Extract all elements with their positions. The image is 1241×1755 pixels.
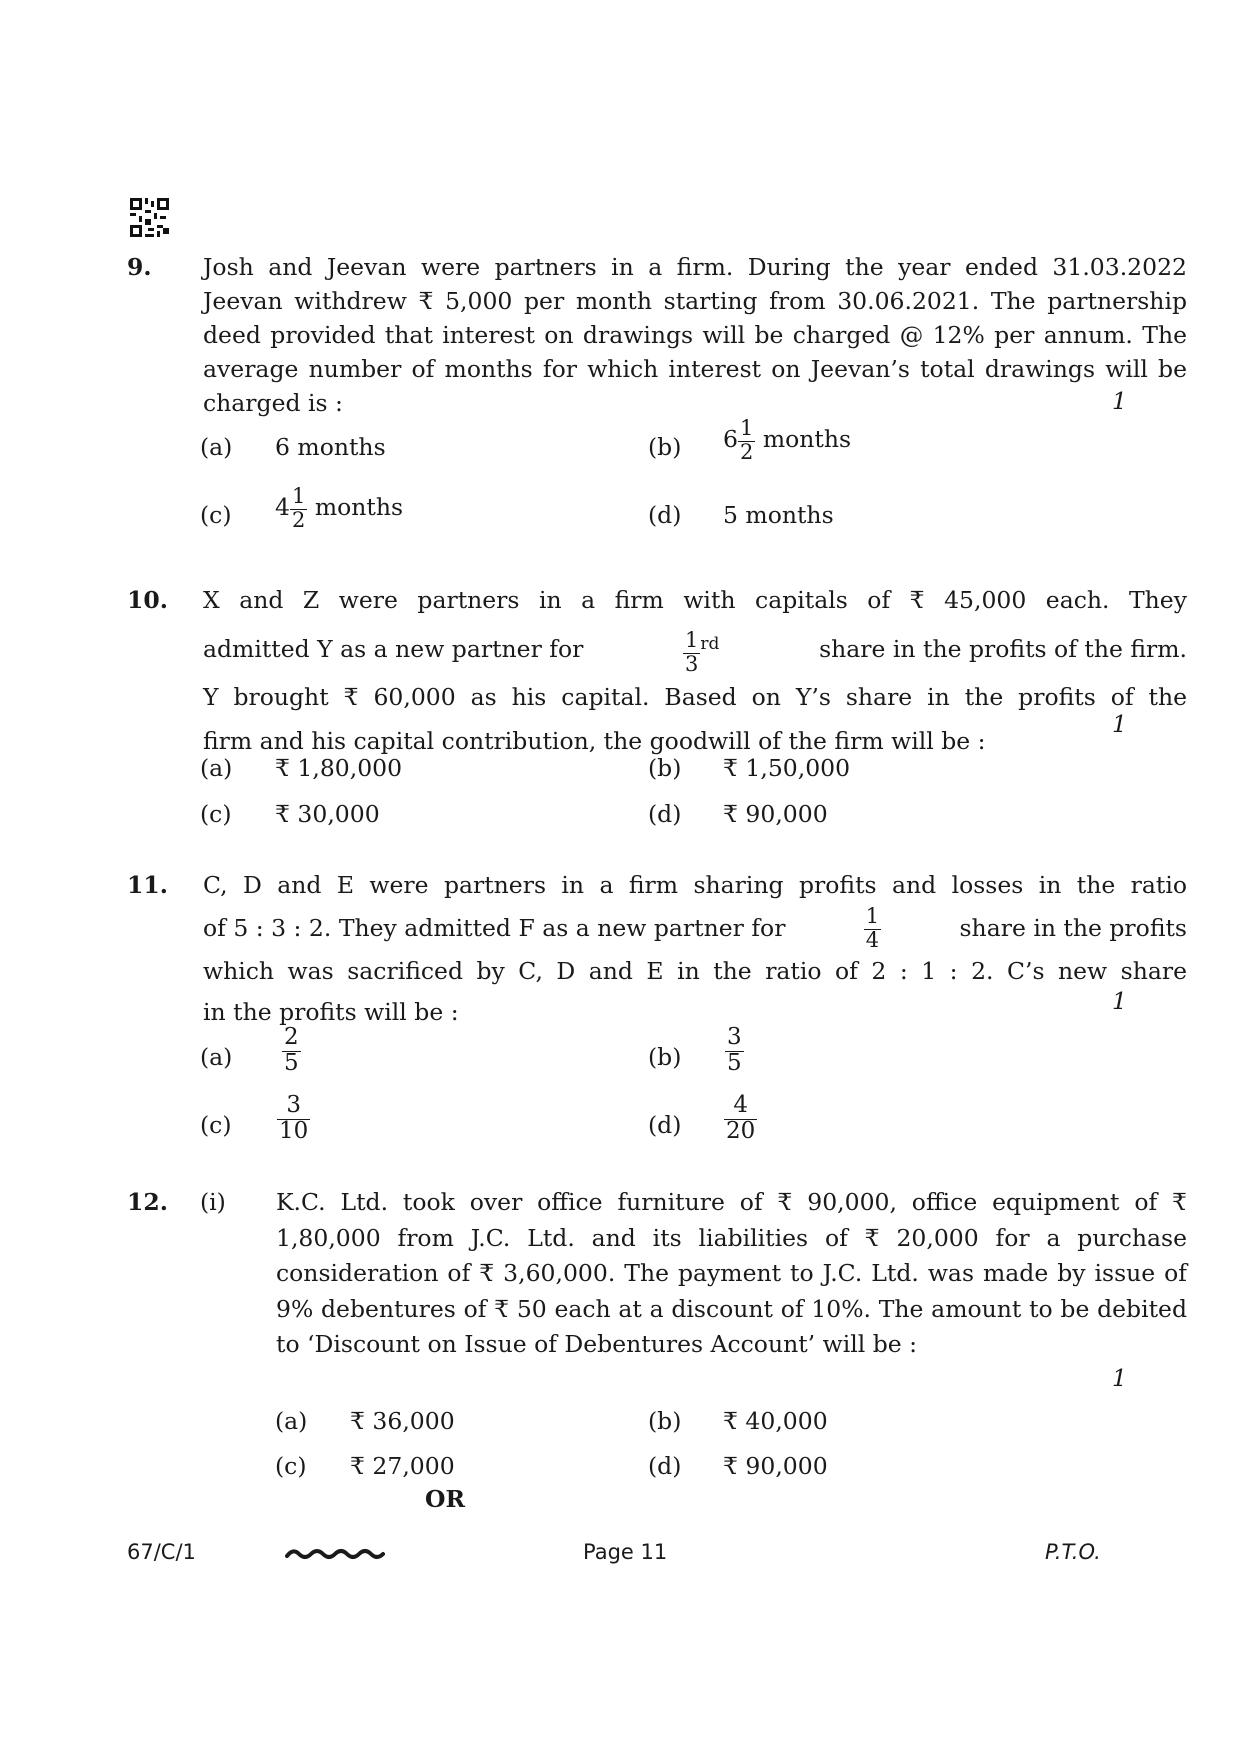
question-number: 12. — [127, 1188, 168, 1216]
share-fraction: $\frac{1}{3}$ — [685, 628, 699, 676]
option-label: (b) — [648, 433, 682, 461]
option-fraction: $\frac{2}{5}$ — [284, 1024, 299, 1076]
option-text: months — [314, 493, 404, 521]
question-stem: K.C. Ltd. took over office furniture of ₹ 90,000, office equipment of ₹ 1,80,000 from J.C. Ltd. and its liabilities of ₹ 20,000 for a purchase consideration of ₹ 3,60,000. The payment to J.C. Ltd. was made by issue of 9% debentures of ₹ 50 each at a discount of 10%. The amount to be debited to ‘Discount on Issue of Debentures Account’ will be : — [276, 1188, 1187, 1358]
stem-line: Y brought ₹ 60,000 as his capital. Based on Y’s share in the profits of the — [203, 683, 1187, 711]
option-label: (a) — [200, 433, 233, 461]
question-number: 11. — [127, 871, 168, 899]
option-fraction: $\frac{4}{20}$ — [726, 1092, 756, 1144]
question-stem — [203, 865, 1187, 1033]
option-label: (a) — [275, 1407, 308, 1435]
option-label: (c) — [275, 1452, 307, 1480]
stem-line: in the profits will be : — [203, 998, 459, 1026]
option-fraction: $\frac{1}{2}$ — [739, 416, 754, 464]
question-number: 9. — [127, 253, 152, 281]
option-label: (c) — [200, 800, 232, 828]
marks: 1 — [1112, 987, 1127, 1015]
option-label: (d) — [648, 1452, 682, 1480]
option-fraction: $\frac{3}{5}$ — [727, 1024, 742, 1076]
option-text: ₹ 90,000 — [723, 800, 828, 828]
stem-line: firm and his capital contribution, the goodwill of the firm will be : — [203, 727, 986, 755]
option-text: months — [762, 425, 852, 453]
pto-label: P.T.O. — [1045, 1540, 1101, 1564]
option-whole: 6 — [723, 425, 738, 453]
stem-line: X and Z were partners in a firm with capitals of ₹ 45,000 each. They — [203, 586, 1187, 614]
option-text: 6 months — [275, 433, 386, 461]
option-label: (c) — [200, 501, 232, 529]
marks: 1 — [1112, 387, 1127, 415]
qr-code-icon — [130, 198, 169, 237]
option-text: ₹ 90,000 — [723, 1452, 828, 1480]
option-label: (b) — [648, 754, 682, 782]
option-text: ₹ 27,000 — [350, 1452, 455, 1480]
option-label: (b) — [648, 1043, 682, 1071]
or-separator: OR — [425, 1485, 466, 1513]
option-label: (d) — [648, 1111, 682, 1139]
question-number: 10. — [127, 586, 168, 614]
option-fraction: $\frac{3}{10}$ — [279, 1092, 309, 1144]
sub-question-label: (i) — [200, 1188, 226, 1216]
stem-line: admitted Y as a new partner for $\frac{1}{3}$ $^{rd}$ share in the profits of the firm. — [203, 628, 1187, 676]
option-label: (b) — [648, 1407, 682, 1435]
wave-ornament-icon — [285, 1542, 385, 1566]
question-stem: Josh and Jeevan were partners in a firm. During the year ended 31.03.2022 Jeevan withdrew ₹ 5,000 per month starting from 30.06.2021. The partnership deed provided that interest on drawings will be charged @ 12% per annum. The average number of months for which interest on Jeevan’s total drawings will be charged is : — [203, 253, 1187, 417]
share-fraction: $\frac{1}{4}$ — [865, 904, 880, 952]
option-label: (d) — [648, 501, 682, 529]
option-text: ₹ 40,000 — [723, 1407, 828, 1435]
option-text: ₹ 36,000 — [350, 1407, 455, 1435]
stem-line: C, D and E were partners in a firm sharing profits and losses in the ratio — [203, 871, 1187, 899]
paper-code: 67/C/1 — [127, 1540, 196, 1564]
marks: 1 — [1112, 710, 1127, 738]
option-label: (d) — [648, 800, 682, 828]
stem-line: of 5 : 3 : 2. They admitted F as a new partner for $\frac{1}{4}$ share in the profits — [203, 904, 1187, 952]
option-text: ₹ 1,80,000 — [275, 754, 403, 782]
question-stem — [203, 578, 1187, 763]
option-text: 5 months — [723, 501, 834, 529]
option-label: (a) — [200, 1043, 233, 1071]
page-number: Page 11 — [583, 1540, 668, 1564]
option-label: (a) — [200, 754, 233, 782]
stem-line: which was sacrificed by C, D and E in the ratio of 2 : 1 : 2. C’s new share — [203, 957, 1187, 985]
option-text: ₹ 1,50,000 — [723, 754, 851, 782]
marks: 1 — [1112, 1364, 1127, 1392]
option-text: ₹ 30,000 — [275, 800, 380, 828]
option-fraction: $\frac{1}{2}$ — [291, 484, 306, 532]
option-whole: 4 — [275, 493, 290, 521]
option-label: (c) — [200, 1111, 232, 1139]
